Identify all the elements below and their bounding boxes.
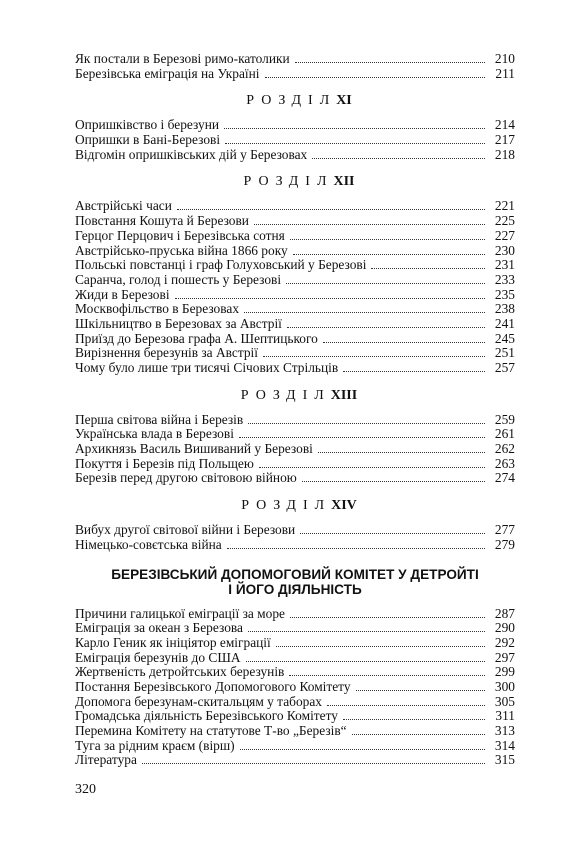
toc-entry <box>75 67 515 82</box>
toc-entry <box>75 273 515 288</box>
toc-entry-title: Повстання Кошута й Березови <box>75 213 249 229</box>
toc-entry-page: 313 <box>494 723 515 738</box>
dot-leader <box>246 661 485 662</box>
toc-entry <box>75 332 515 347</box>
toc-entry <box>75 317 515 332</box>
section-number: XIV <box>331 498 357 514</box>
toc-entry-page: 257 <box>494 360 515 375</box>
toc-entry-title: Вибух другої світової війни і Березови <box>75 522 296 538</box>
toc-entry-page: 238 <box>494 301 515 317</box>
toc-entry-page: 311 <box>495 708 515 724</box>
section-heading <box>75 93 515 109</box>
committee-title <box>75 567 515 597</box>
toc-entry-title: Перемина Комітету на статутове Т-во „Березів“ <box>75 723 347 738</box>
toc-entry-title: Вирізнення березунів за Австрії <box>75 345 258 361</box>
toc-entry-page: 211 <box>495 65 515 81</box>
toc-entry-title: Архикнязь Василь Вишиваний у Березові <box>75 441 313 457</box>
toc-entry <box>75 288 515 303</box>
toc-entry-title: Постання Березівського Допомогового Комітету <box>75 678 351 694</box>
toc-entry-page: 277 <box>494 522 515 538</box>
toc-entry-title: Герцог Перцович і Березівська сотня <box>75 227 285 243</box>
toc-entry-title: Громадська діяльність Березівського Комітету <box>75 708 338 724</box>
toc-entry-page: 230 <box>494 242 515 258</box>
toc-entry-page: 292 <box>494 634 515 650</box>
toc-entry-page: 259 <box>494 411 515 427</box>
toc-entry <box>75 427 515 442</box>
toc-entry-page: 225 <box>494 213 515 229</box>
toc-entry-page: 299 <box>494 664 515 680</box>
dot-leader <box>259 467 485 468</box>
toc-entry-title: Польські повстанці і граф Голуховський у Березові <box>75 257 367 273</box>
toc-entry-title: Березівська еміграція на Україні <box>75 65 260 81</box>
toc-entry <box>75 695 515 710</box>
toc-entry-title: Еміграція березунів до США <box>75 649 241 665</box>
dot-leader <box>290 239 485 240</box>
section-word: РОЗДІЛ <box>243 174 334 190</box>
toc-entry-page: 235 <box>494 286 515 302</box>
dot-leader <box>289 675 485 676</box>
toc-entry <box>75 709 515 724</box>
section-heading <box>75 498 515 514</box>
toc-entry <box>75 413 515 428</box>
dot-leader <box>244 312 485 313</box>
toc-entry <box>75 724 515 739</box>
toc-entry-page: 274 <box>494 470 515 486</box>
toc-entry-title: Австрійсько-пруська війна 1866 року <box>75 242 288 258</box>
dot-leader <box>175 298 485 299</box>
dot-leader <box>356 690 485 691</box>
section-word: РОЗДІЛ <box>240 387 331 403</box>
section-number: XII <box>333 174 355 190</box>
toc-entry-page: 251 <box>494 345 515 361</box>
dot-leader <box>290 617 485 618</box>
dot-leader <box>254 224 485 225</box>
toc-entry-page: 218 <box>494 146 515 162</box>
section-heading <box>75 388 515 404</box>
toc-entry-page: 221 <box>494 198 515 214</box>
toc-entry-page: 297 <box>494 649 515 665</box>
toc-entry <box>75 52 515 67</box>
dot-leader <box>240 749 485 750</box>
toc-entry-page: 314 <box>494 737 515 753</box>
dot-leader <box>224 128 485 129</box>
toc-entry-title: Жертвеність детройтських березунів <box>75 664 285 680</box>
dot-leader <box>295 62 485 63</box>
toc-entry <box>75 739 515 754</box>
dot-leader <box>293 254 485 255</box>
toc-entry-title: Перша світова війна і Березів <box>75 411 244 427</box>
toc-entry <box>75 442 515 457</box>
dot-leader <box>225 143 485 144</box>
toc-entry-title: Приїзд до Березова графа А. Шептицького <box>75 330 318 346</box>
toc-entry <box>75 229 515 244</box>
toc-entry <box>75 118 515 133</box>
dot-leader <box>352 734 485 735</box>
toc-entry <box>75 457 515 472</box>
toc-entry-title: Як постали в Березові римо-католики <box>75 51 290 66</box>
dot-leader <box>371 268 485 269</box>
toc-entry-page: 290 <box>494 620 515 636</box>
toc-entry <box>75 538 515 553</box>
toc-entry <box>75 471 515 486</box>
dot-leader <box>287 327 485 328</box>
toc-entry-title: Саранча, голод і пошесть у Березові <box>75 271 282 287</box>
toc-entry-title: Покуття і Березів під Польщею <box>75 455 254 471</box>
toc-entry-title: Опришківство і березуни <box>75 117 220 133</box>
dot-leader <box>343 719 485 720</box>
committee-title-line-1: БЕРЕЗІВСЬКИЙ ДОПОМОГОВИЙ КОМІТЕТ У ДЕТРОЙТІ <box>111 566 479 582</box>
toc-entry <box>75 621 515 636</box>
dot-leader <box>263 356 485 357</box>
committee-entries <box>75 607 515 769</box>
toc-entry <box>75 753 515 768</box>
section-heading <box>75 174 515 190</box>
table-of-contents <box>75 52 515 768</box>
toc-entry-title: Еміграція за океан з Березова <box>75 620 243 636</box>
toc-entry-title: Німецько-совєтська війна <box>75 536 222 552</box>
toc-entry-page: 227 <box>494 227 515 243</box>
section-number: XIII <box>330 387 358 403</box>
toc-entry-title: Шкільництво в Березовах за Австрії <box>75 315 282 331</box>
dot-leader <box>177 209 485 210</box>
toc-entry-page: 287 <box>494 605 515 621</box>
toc-entry-title: Туга за рідним краєм (вірш) <box>75 737 235 753</box>
toc-entry-title: Чому було лише три тисячі Січових Стрільців <box>75 360 339 375</box>
section-number: XI <box>336 93 352 109</box>
toc-entry <box>75 244 515 259</box>
toc-entry-page: 279 <box>494 536 515 552</box>
dot-leader <box>318 452 485 453</box>
toc-entry-page: 217 <box>494 132 515 148</box>
toc-entry-page: 315 <box>494 752 515 768</box>
toc-entry-page: 261 <box>494 426 515 442</box>
dot-leader <box>248 631 485 632</box>
toc-entry-title: Українська влада в Березові <box>75 426 234 442</box>
toc-entry-page: 300 <box>494 678 515 694</box>
toc-entry-page: 214 <box>494 117 515 133</box>
toc-entry-title: Література <box>75 752 137 768</box>
toc-entry <box>75 665 515 680</box>
toc-entry <box>75 199 515 214</box>
committee-title-line-2: І ЙОГО ДІЯЛЬНІСТЬ <box>228 581 362 597</box>
toc-groups <box>75 52 515 553</box>
section-word: РОЗДІЛ <box>246 93 337 109</box>
dot-leader <box>323 342 485 343</box>
dot-leader <box>286 283 485 284</box>
dot-leader <box>248 423 485 424</box>
toc-entry-title: Причини галицької еміграції за море <box>75 605 285 621</box>
toc-entry-title: Березів перед другою світовою війною <box>75 470 297 486</box>
toc-entry <box>75 346 515 361</box>
toc-entry <box>75 258 515 273</box>
toc-entry-page: 245 <box>494 330 515 346</box>
toc-entry-title: Відгомін опришківських дій у Березовах <box>75 146 308 162</box>
toc-entry <box>75 636 515 651</box>
toc-entry-page: 233 <box>494 271 515 287</box>
dot-leader <box>300 533 485 534</box>
toc-entry-title: Австрійські часи <box>75 198 172 214</box>
dot-leader <box>327 705 485 706</box>
toc-entry <box>75 651 515 666</box>
toc-entry-title: Допомога березунам-скитальцям у таборах <box>75 693 322 709</box>
toc-entry-page: 241 <box>494 315 515 331</box>
toc-entry-title: Жиди в Березові <box>75 286 170 302</box>
dot-leader <box>142 763 485 764</box>
dot-leader <box>312 158 485 159</box>
toc-entry <box>75 680 515 695</box>
dot-leader <box>343 371 485 372</box>
toc-entry-title: Москвофільство в Березовах <box>75 301 240 317</box>
toc-entry <box>75 302 515 317</box>
toc-entry <box>75 214 515 229</box>
section-word: РОЗДІЛ <box>241 498 332 514</box>
dot-leader <box>276 646 485 647</box>
page-number: 320 <box>75 782 96 797</box>
dot-leader <box>302 481 485 482</box>
toc-entry-page: 263 <box>494 455 515 471</box>
toc-entry-page: 305 <box>494 693 515 709</box>
toc-entry <box>75 133 515 148</box>
dot-leader <box>265 77 485 78</box>
toc-entry-title: Карло Геник як ініціятор еміграції <box>75 634 271 650</box>
toc-entry-page: 262 <box>494 441 515 457</box>
dot-leader <box>239 437 485 438</box>
toc-entry-page: 210 <box>494 51 515 66</box>
toc-entry <box>75 361 515 376</box>
toc-entry <box>75 148 515 163</box>
toc-entry-page: 231 <box>494 257 515 273</box>
toc-entry <box>75 523 515 538</box>
toc-entry <box>75 607 515 622</box>
toc-entry-title: Опришки в Бані-Березові <box>75 132 221 148</box>
dot-leader <box>227 548 485 549</box>
